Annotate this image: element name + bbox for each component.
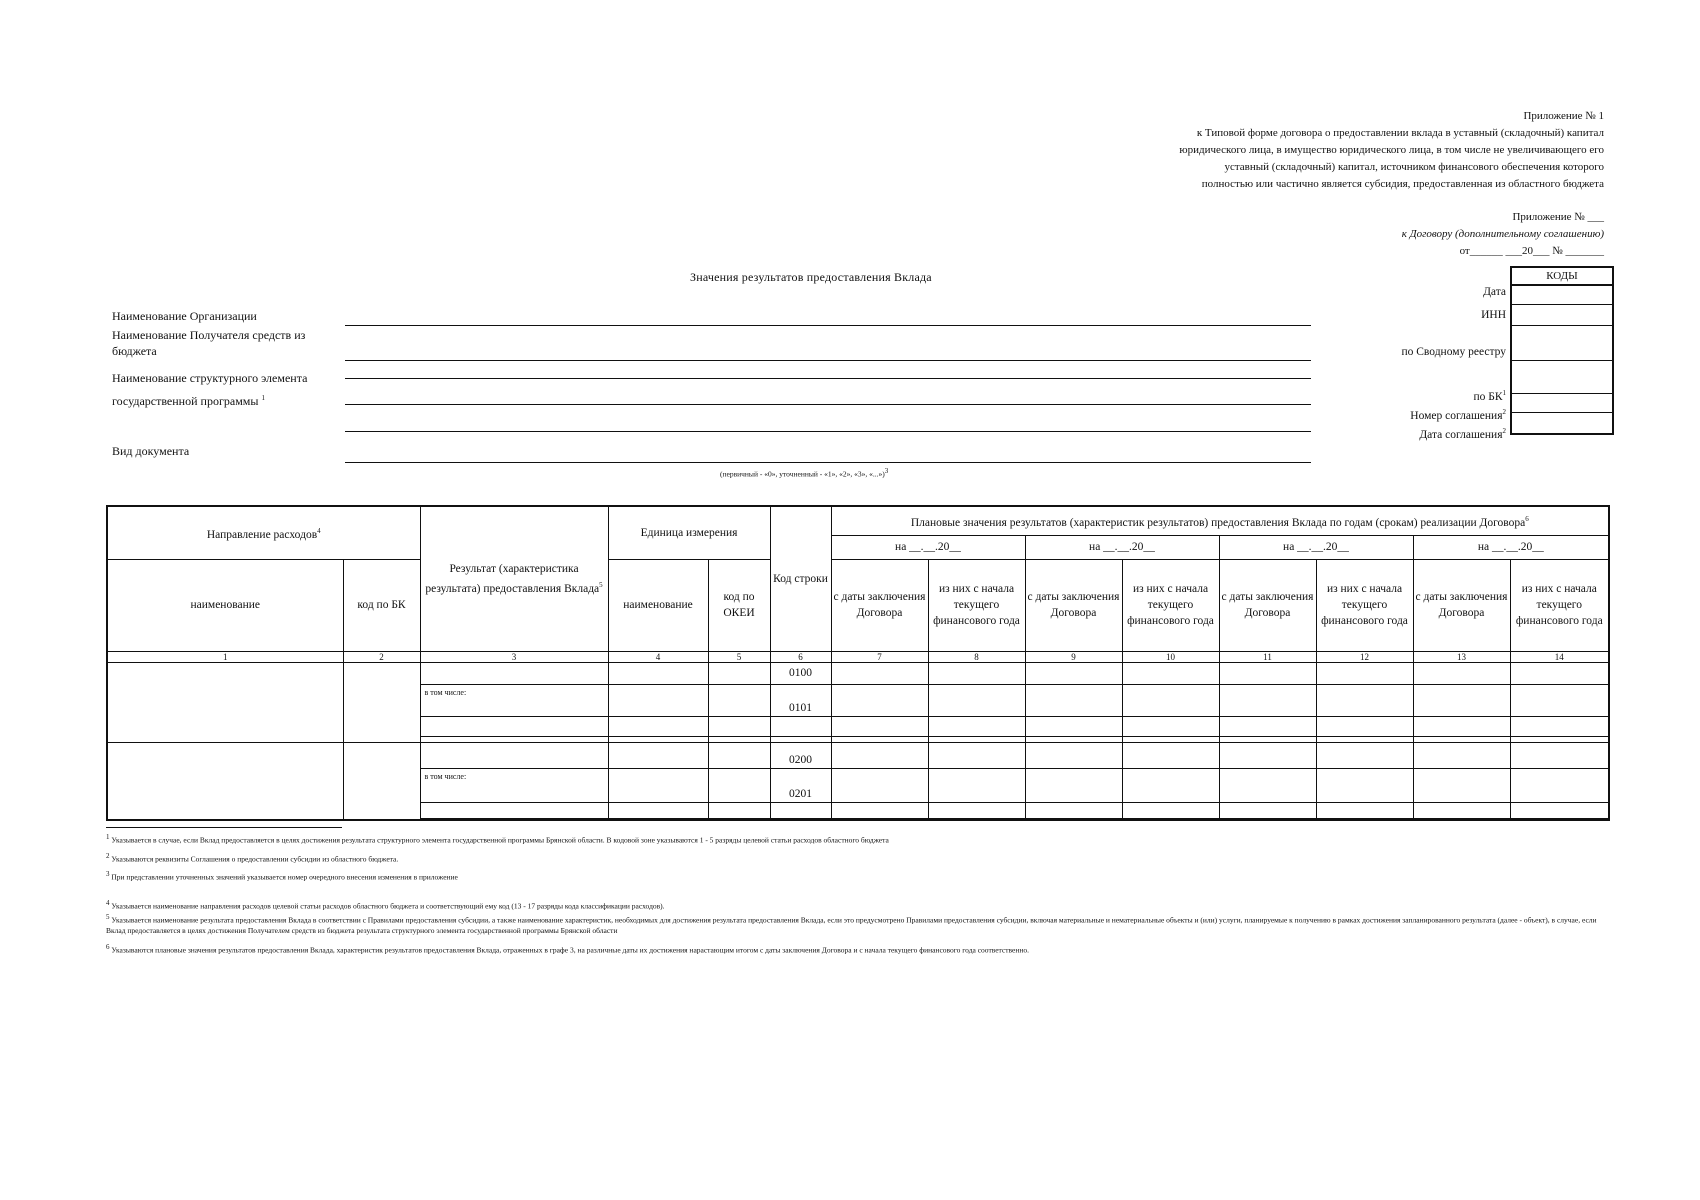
doc-type-label: Вид документа	[112, 444, 190, 458]
header-line: уставный (складочный) капитал, источником финансового обеспечения которого	[1224, 161, 1604, 173]
contract-date-line: от______ ___20___ № _______	[1459, 245, 1604, 257]
value-cell[interactable]	[1122, 802, 1219, 818]
code-agreement-date-field[interactable]	[1512, 413, 1612, 433]
header-direction-name: наименование	[107, 559, 343, 651]
value-cell[interactable]	[831, 716, 928, 736]
value-cell[interactable]	[831, 768, 928, 802]
header-unit: Единица измерения	[608, 506, 770, 559]
result-cell[interactable]	[420, 716, 608, 736]
value-cell[interactable]	[1510, 742, 1609, 768]
col-num: 14	[1510, 651, 1609, 662]
codes-header: КОДЫ	[1512, 268, 1612, 286]
codes-box	[1510, 266, 1614, 435]
value-cell[interactable]	[1025, 662, 1122, 684]
value-cell[interactable]	[831, 662, 928, 684]
unit-name-cell[interactable]	[608, 662, 708, 684]
direction-name-cell[interactable]	[107, 662, 343, 742]
doc-type-line[interactable]	[345, 462, 1311, 463]
col-num: 13	[1413, 651, 1510, 662]
row-code-cell: 0201	[770, 768, 831, 802]
row-code-cell	[770, 716, 831, 736]
code-registry-field[interactable]	[1512, 326, 1612, 361]
value-cell[interactable]	[1316, 662, 1413, 684]
org-line[interactable]	[345, 325, 1311, 326]
codes-bk-label: по $БК^1$	[1473, 389, 1506, 403]
header-from-start-4: из них с начала текущего финансового года	[1510, 559, 1609, 651]
code-bk-field[interactable]	[1512, 361, 1612, 394]
header-from-date-1: с даты заключения Договора	[831, 559, 928, 651]
value-cell[interactable]	[928, 818, 1025, 820]
code-agreement-no-field[interactable]	[1512, 394, 1612, 413]
header-from-start-1: из них с начала текущего финансового года	[928, 559, 1025, 651]
codes-agreement-date-label: Дата соглашения$^2$	[1419, 427, 1506, 441]
value-cell[interactable]	[1219, 662, 1316, 684]
col-num: 10	[1122, 651, 1219, 662]
value-cell[interactable]	[1219, 742, 1316, 768]
footnote-6: $^6$ Указываются плановые значения результатов предоставления Вклада, характеристик результатов предоставления Вклада, отраженных в графе 3, на различные даты их достижения нарастающим итогом с даты заключения Договора и с начала текущего финансового года соответственно.	[106, 943, 1030, 955]
value-cell[interactable]	[928, 802, 1025, 818]
header-line: к Типовой форме договора о предоставлении вклада в уставный (складочный) капитал	[1196, 127, 1604, 139]
codes-date-label: Дата	[1483, 286, 1506, 298]
codes-registry-label: по Сводному реестру	[1401, 346, 1506, 358]
appendix-number: Приложение № ___	[1512, 211, 1604, 223]
page-title: Значения результатов предоставления Вклада	[690, 270, 932, 284]
value-cell[interactable]	[1219, 716, 1316, 736]
value-cell[interactable]	[1510, 662, 1609, 684]
header-line: Приложение № 1	[1523, 110, 1604, 122]
value-cell[interactable]	[928, 768, 1025, 802]
footnote-5: $^5$ Указывается наименование результата предоставления Вклада в соответствии с Правилами предоставления субсидии, а также наименование характеристик, необходимых для достижения результата предоставления Вклада, если это предусмотрено Правилами предоставления субсидии, включая материальные и нематериальные объекты и (или) услуги, планируемые к получению в рамках достижения запланированного результата (далее - объект), в случае, если Вклад предоставляется в целях достижения Получателем средств из бюджета результата структурного элемента государственной программы Брянской области	[106, 913, 1597, 935]
value-cell[interactable]	[1316, 742, 1413, 768]
header-code-bk: код по БК	[343, 559, 420, 651]
header-line: полностью или частично является субсидия, предоставленная из областного бюджета	[1201, 178, 1604, 190]
value-cell[interactable]	[831, 802, 928, 818]
table-row	[107, 742, 1609, 768]
okei-cell[interactable]	[708, 716, 770, 736]
value-cell[interactable]	[1413, 802, 1510, 818]
row-code-cell: 0101	[770, 684, 831, 716]
col-num: 2	[343, 651, 420, 662]
value-cell[interactable]	[831, 684, 928, 716]
result-cell[interactable]	[420, 662, 608, 684]
unit-name-cell[interactable]	[608, 818, 708, 820]
footnote-2: $^2$ Указываются реквизиты Соглашения о предоставлении субсидии из областного бюджета.	[106, 852, 399, 864]
col-num: 3	[420, 651, 608, 662]
value-cell[interactable]	[1413, 818, 1510, 820]
okei-cell[interactable]	[708, 662, 770, 684]
element-line-2[interactable]	[345, 404, 1311, 405]
col-num: 12	[1316, 651, 1413, 662]
col-num: 8	[928, 651, 1025, 662]
value-cell[interactable]	[831, 742, 928, 768]
header-year-3: на __.__.20__	[1219, 535, 1413, 559]
value-cell[interactable]	[1025, 768, 1122, 802]
row-code-cell: 0200	[770, 742, 831, 768]
value-cell[interactable]	[1510, 818, 1609, 820]
col-num: 7	[831, 651, 928, 662]
header-from-date-4: с даты заключения Договора	[1413, 559, 1510, 651]
col-num: 6	[770, 651, 831, 662]
header-plan: Плановые значения результатов (характеристик результатов) предоставления Вклада по годам (срокам) реализации Договора$^6$	[831, 506, 1609, 535]
including-label: в том числе:	[420, 768, 608, 802]
value-cell[interactable]	[1122, 818, 1219, 820]
code-bk-cell[interactable]	[343, 662, 420, 742]
value-cell[interactable]	[1122, 742, 1219, 768]
value-cell[interactable]	[1025, 742, 1122, 768]
value-cell[interactable]	[1219, 802, 1316, 818]
unit-name-cell[interactable]	[608, 716, 708, 736]
value-cell[interactable]	[928, 716, 1025, 736]
okei-cell[interactable]	[708, 684, 770, 716]
results-table	[106, 505, 1610, 821]
value-cell[interactable]	[1510, 802, 1609, 818]
table-row	[107, 662, 1609, 684]
row-code-cell	[770, 802, 831, 818]
org-label: Наименование Организации	[112, 309, 257, 323]
value-cell[interactable]	[1413, 768, 1510, 802]
value-cell[interactable]	[1510, 716, 1609, 736]
result-cell[interactable]	[420, 742, 608, 768]
header-row-code: Код строки	[770, 506, 831, 651]
value-cell[interactable]	[1122, 716, 1219, 736]
unit-name-cell[interactable]	[608, 742, 708, 768]
value-cell[interactable]	[1510, 768, 1609, 802]
value-cell[interactable]	[1025, 802, 1122, 818]
okei-cell[interactable]	[708, 802, 770, 818]
appendix-header	[1179, 108, 1604, 260]
header-from-start-3: из них с начала текущего финансового года	[1316, 559, 1413, 651]
value-cell[interactable]	[1413, 662, 1510, 684]
value-cell[interactable]	[1122, 768, 1219, 802]
code-bk-cell[interactable]	[343, 742, 420, 820]
doc-type-hint: (первичный - «0», уточненный - «1», «2», «3», «...»)$^3$	[720, 467, 889, 479]
header-year-1: на __.__.20__	[831, 535, 1025, 559]
value-cell[interactable]	[928, 662, 1025, 684]
header-line: юридического лица, в имущество юридического лица, в том числе не увеличивающего его	[1179, 144, 1604, 156]
value-cell[interactable]	[1510, 684, 1609, 716]
value-cell[interactable]	[1122, 684, 1219, 716]
footnote-3: $^3$ При представлении уточненных значений указывается номер очередного внесения изменения в приложение	[106, 870, 458, 882]
footnote-separator	[106, 827, 342, 828]
header-from-date-3: с даты заключения Договора	[1219, 559, 1316, 651]
code-inn-field[interactable]	[1512, 305, 1612, 326]
unit-name-cell[interactable]	[608, 802, 708, 818]
value-cell[interactable]	[1025, 716, 1122, 736]
value-cell[interactable]	[1219, 684, 1316, 716]
col-num: 11	[1219, 651, 1316, 662]
recipient-line[interactable]	[345, 360, 1311, 361]
element-line-1	[345, 378, 1311, 379]
value-cell[interactable]	[1219, 818, 1316, 820]
header-okei: код по ОКЕИ	[708, 559, 770, 651]
codes-agreement-no-label: Номер соглашения$^2$	[1410, 408, 1506, 422]
including-label: в том числе:	[420, 684, 608, 716]
footnote-4: $^4$ Указывается наименование направления расходов целевой статьи расходов областного бюджета и соответствующий ему код (13 - 17 разряды кода классификации расходов).	[106, 899, 665, 911]
value-cell[interactable]	[1316, 802, 1413, 818]
program-element-label: Наименование структурного элемента государственной программы $^1$	[112, 371, 308, 408]
value-cell[interactable]	[1122, 662, 1219, 684]
value-cell[interactable]	[1219, 768, 1316, 802]
result-cell[interactable]	[420, 818, 608, 820]
value-cell[interactable]	[1413, 684, 1510, 716]
value-cell[interactable]	[831, 818, 928, 820]
header-year-2: на __.__.20__	[1025, 535, 1219, 559]
okei-cell[interactable]	[708, 818, 770, 820]
column-numbers-row	[107, 651, 1609, 662]
header-from-start-2: из них с начала текущего финансового года	[1122, 559, 1219, 651]
value-cell[interactable]	[1413, 742, 1510, 768]
header-result: Результат (характеристика результата) предоставления Вклада$^5$	[420, 506, 608, 651]
okei-cell[interactable]	[708, 742, 770, 768]
footnote-1: $^1$ Указывается в случае, если Вклад предоставляется в целях достижения результата структурного элемента государственной программы Брянской области. В кодовой зоне указываются 1 - 5 разряды целевой статьи расходов областного бюджета	[106, 833, 889, 845]
col-num: 1	[107, 651, 343, 662]
row-code-cell	[770, 818, 831, 820]
col-num: 4	[608, 651, 708, 662]
value-cell[interactable]	[1316, 684, 1413, 716]
value-cell[interactable]	[1316, 818, 1413, 820]
value-cell[interactable]	[1316, 768, 1413, 802]
header-unit-name: наименование	[608, 559, 708, 651]
codes-inn-label: ИНН	[1481, 309, 1506, 321]
okei-cell[interactable]	[708, 768, 770, 802]
result-cell[interactable]	[420, 802, 608, 818]
col-num: 5	[708, 651, 770, 662]
unit-name-cell[interactable]	[608, 684, 708, 716]
value-cell[interactable]	[1025, 818, 1122, 820]
value-cell[interactable]	[1316, 716, 1413, 736]
recipient-label: Наименование Получателя средств из бюджета	[112, 328, 306, 358]
header-from-date-2: с даты заключения Договора	[1025, 559, 1122, 651]
value-cell[interactable]	[928, 684, 1025, 716]
value-cell[interactable]	[928, 742, 1025, 768]
header-year-4: на __.__.20__	[1413, 535, 1609, 559]
value-cell[interactable]	[1413, 716, 1510, 736]
row-code-cell: 0100	[770, 662, 831, 684]
to-contract: к Договору (дополнительному соглашению)	[1401, 228, 1604, 240]
doc-line-1	[345, 431, 1311, 432]
col-num: 9	[1025, 651, 1122, 662]
value-cell[interactable]	[1025, 684, 1122, 716]
code-date-field[interactable]	[1512, 286, 1612, 305]
unit-name-cell[interactable]	[608, 768, 708, 802]
header-direction: Направление расходов$^4$	[107, 506, 420, 559]
direction-name-cell[interactable]	[107, 742, 343, 820]
